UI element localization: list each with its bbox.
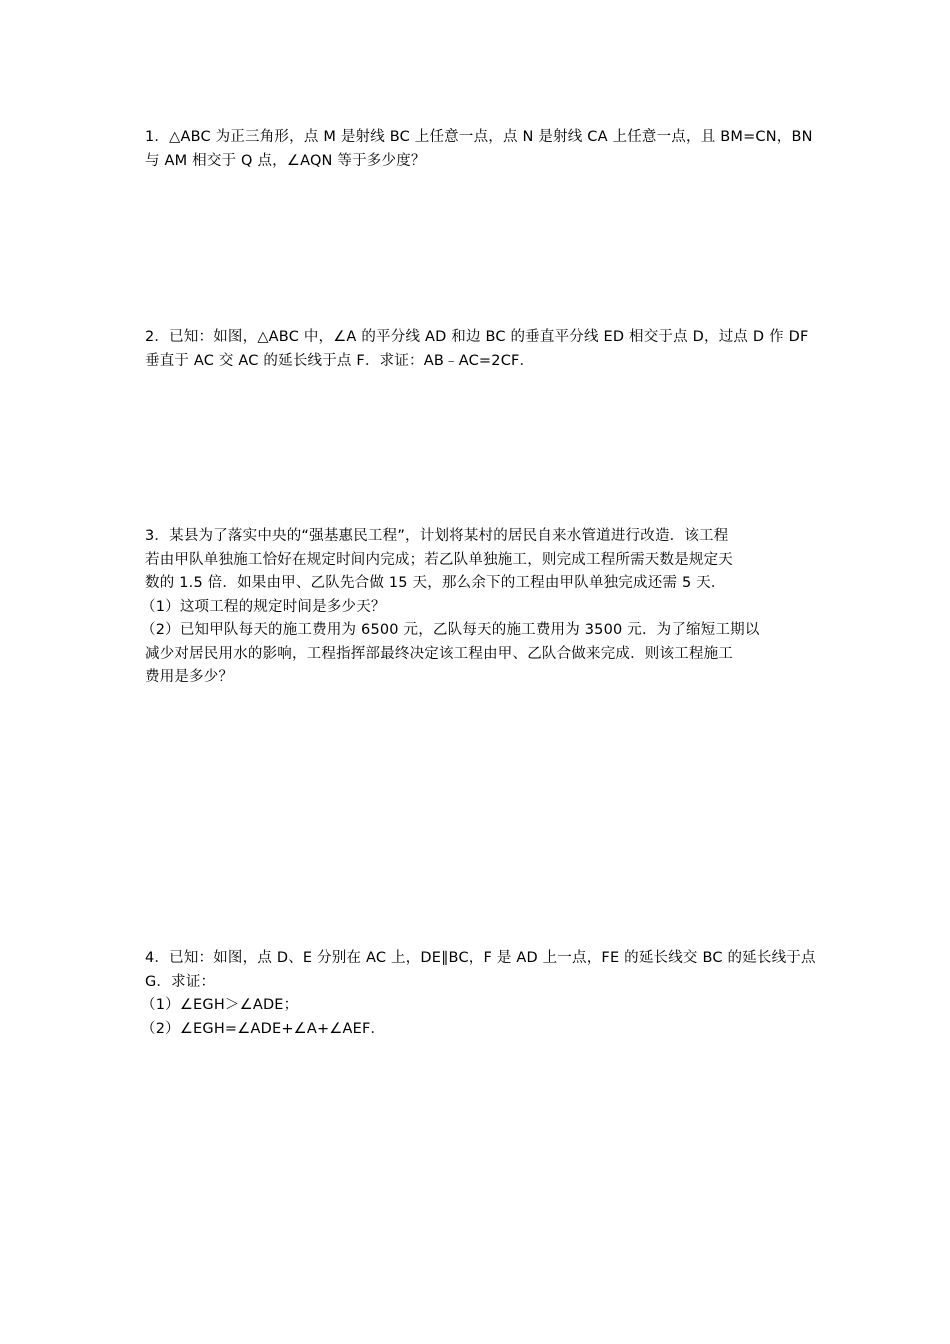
problem-3-line-3: 数的 1.5 倍．如果由甲、乙队先合做 15 天，那么余下的工程由甲队单独完成还需 5 天． <box>145 575 726 591</box>
problem-3-part-2-line-3: 费用是多少？ <box>145 669 234 685</box>
problem-3-part-2-line-1: （2）已知甲队每天的施工费用为 6500 元，乙队每天的施工费用为 3500 元．为了缩短工期以 <box>141 622 760 638</box>
problem-3-line-1: 3．某县为了落实中央的“强基惠民工程”，计划将某村的居民自来水管道进行改造．该工程 <box>145 528 729 544</box>
problem-1-line-1: 1．△ABC 为正三角形，点 M 是射线 BC 上任意一点，点 N 是射线 CA 上任意一点，且 BM=CN，BN <box>145 129 813 145</box>
problem-1-line-2: 与 AM 相交于 Q 点，∠AQN 等于多少度？ <box>145 152 426 169</box>
problem-3-part-1: （1）这项工程的规定时间是多少天？ <box>141 598 386 615</box>
problem-4-part-2: （2）∠EGH=∠ADE+∠A+∠AEF． <box>141 1020 386 1037</box>
problem-4-part-1: （1）∠EGH＞∠ADE； <box>141 997 299 1013</box>
problem-4-line-1: 4．已知：如图，点 D、E 分别在 AC 上，DE∥BC，F 是 AD 上一点，FE 的延长线交 BC 的延长线于点 <box>145 950 816 966</box>
problem-2-line-2: 垂直于 AC 交 AC 的延长线于点 F．求证：AB﹣AC=2CF． <box>145 352 535 369</box>
problem-4 <box>141 947 816 1041</box>
problem-1 <box>145 126 813 173</box>
problem-4-line-2: G．求证： <box>145 973 216 990</box>
problem-2-line-1: 2．已知：如图，△ABC 中，∠A 的平分线 AD 和边 BC 的垂直平分线 ED 相交于点 D，过点 D 作 DF <box>145 329 809 345</box>
problem-3-part-2-line-2: 减少对居民用水的影响，工程指挥部最终决定该工程由甲、乙队合做来完成．则该工程施工 <box>145 645 733 662</box>
problem-3-line-2: 若由甲队单独施工恰好在规定时间内完成；若乙队单独施工，则完成工程所需天数是规定天 <box>145 551 733 568</box>
problem-2 <box>145 326 810 373</box>
problem-3 <box>141 525 810 690</box>
